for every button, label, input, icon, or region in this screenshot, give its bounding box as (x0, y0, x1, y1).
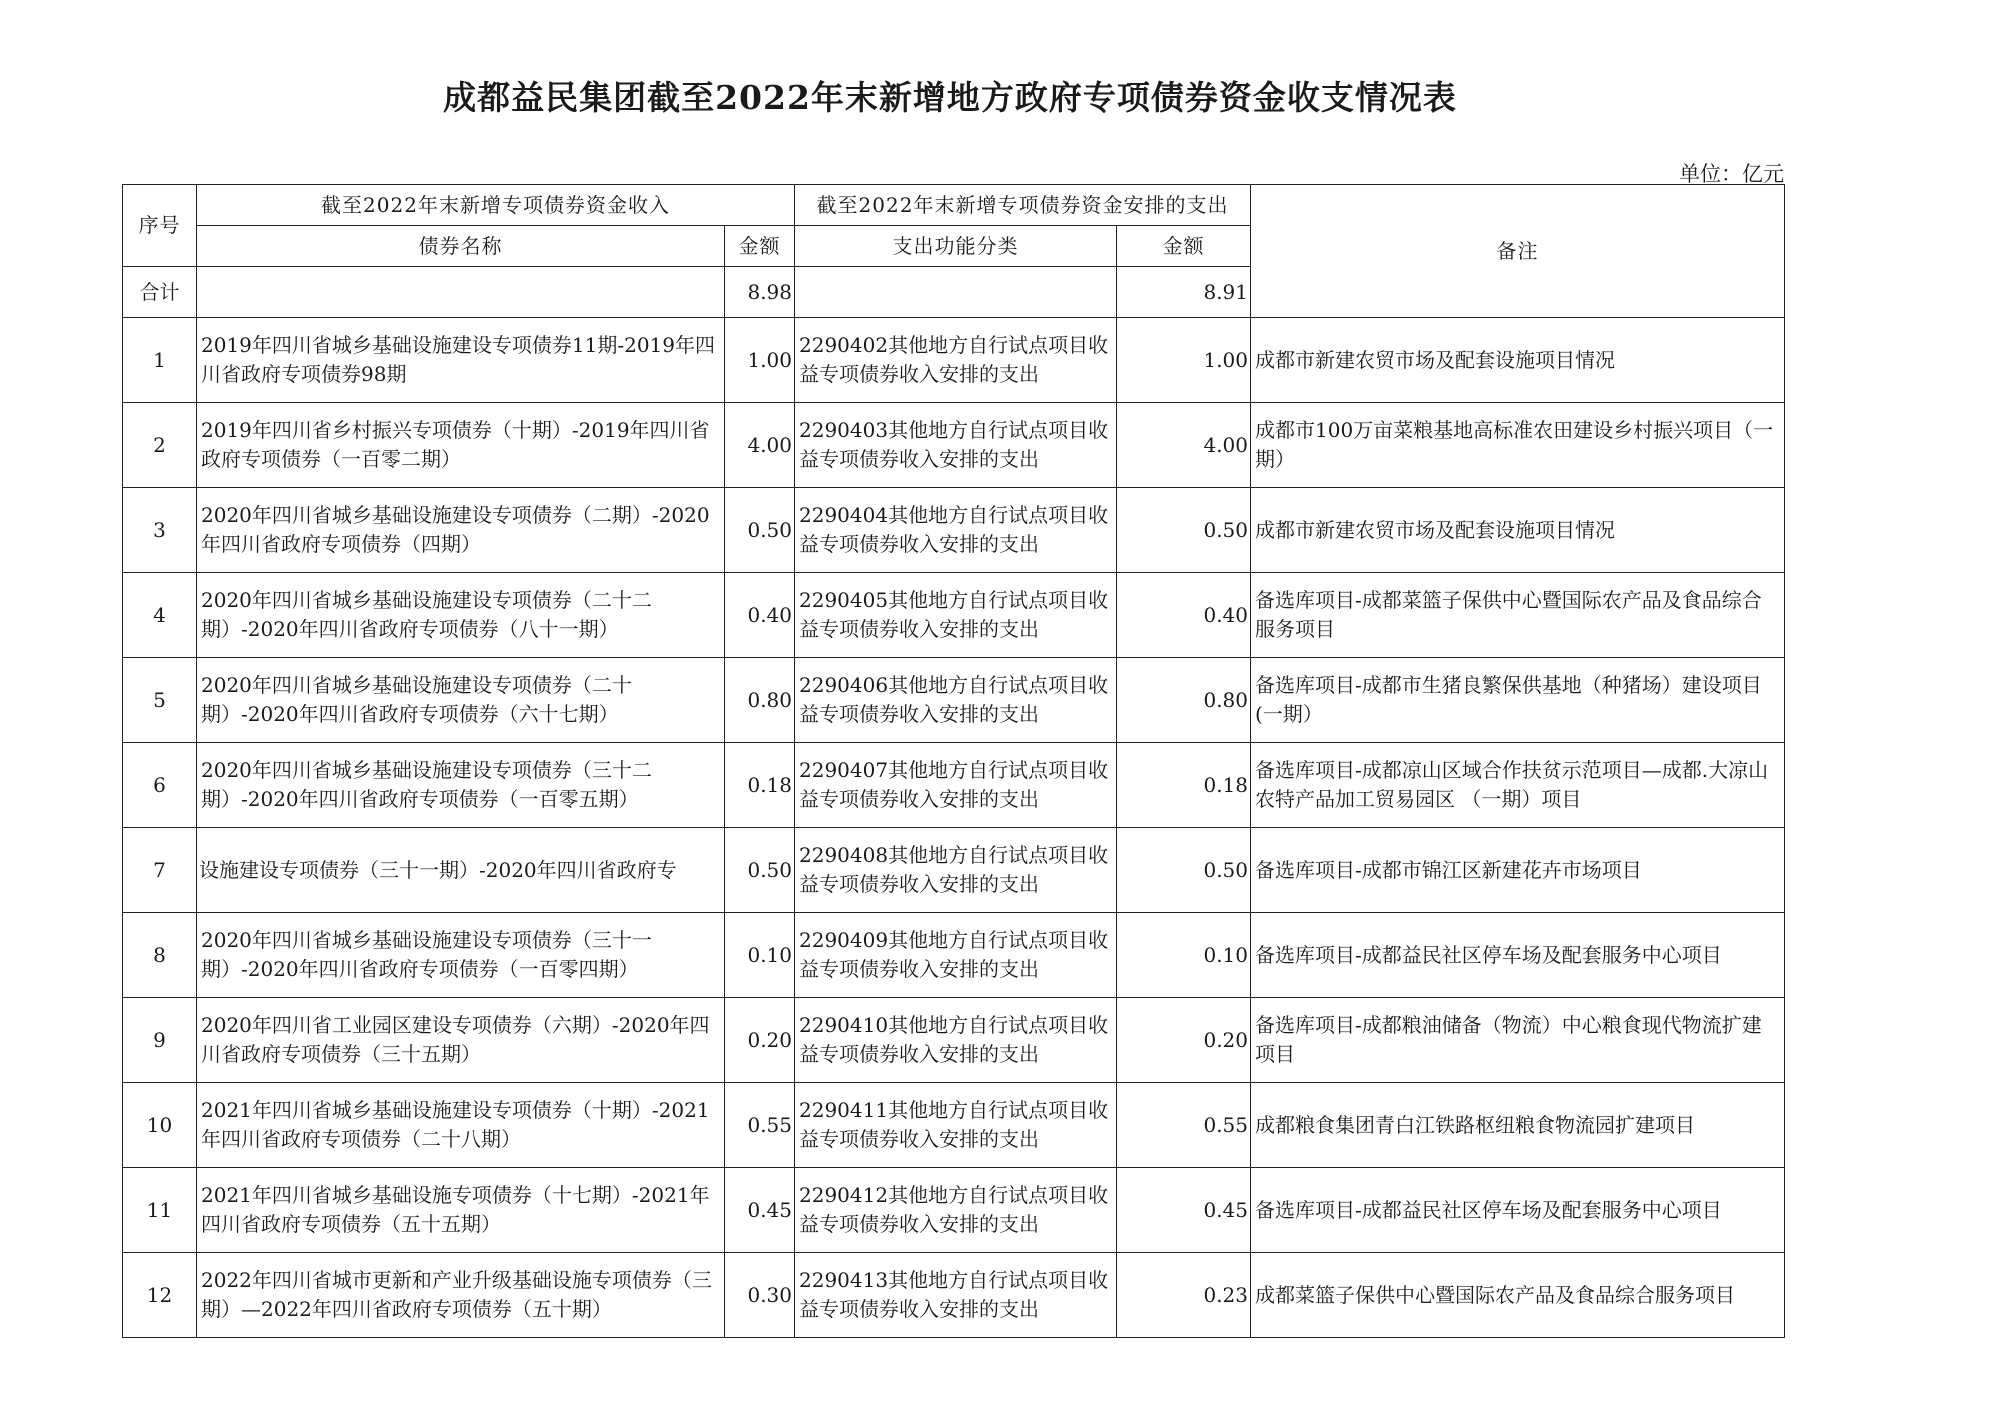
row-expense-amount: 4.00 (1117, 403, 1251, 488)
table-row (123, 913, 1785, 998)
row-function-class: 2290411其他地方自行试点项目收益专项债券收入安排的支出 (795, 1083, 1117, 1168)
row-function-class: 2290407其他地方自行试点项目收益专项债券收入安排的支出 (795, 743, 1117, 828)
row-income-amount: 0.18 (725, 743, 795, 828)
row-bond-name: 2020年四川省城乡基础设施建设专项债券（二十二期）-2020年四川省政府专项债券（八十一期） (197, 573, 725, 658)
total-expense: 8.91 (1117, 267, 1251, 318)
row-bond-name: 设施建设专项债券（三十一期）-2020年四川省政府专 (197, 828, 725, 913)
row-income-amount: 0.55 (725, 1083, 795, 1168)
row-income-amount: 0.50 (725, 828, 795, 913)
row-bond-name: 2020年四川省城乡基础设施建设专项债券（二期）-2020年四川省政府专项债券（四期） (197, 488, 725, 573)
row-bond-name: 2022年四川省城市更新和产业升级基础设施专项债券（三期）—2022年四川省政府专项债券（五十期） (197, 1253, 725, 1338)
row-seq: 1 (123, 318, 197, 403)
row-function-class: 2290404其他地方自行试点项目收益专项债券收入安排的支出 (795, 488, 1117, 573)
row-income-amount: 0.45 (725, 1168, 795, 1253)
row-bond-name: 2020年四川省工业园区建设专项债券（六期）-2020年四川省政府专项债券（三十五期） (197, 998, 725, 1083)
row-remark: 成都粮食集团青白江铁路枢纽粮食物流园扩建项目 (1251, 1083, 1785, 1168)
header-seq: 序号 (123, 185, 197, 267)
total-bond-empty (197, 267, 725, 318)
table-row (123, 403, 1785, 488)
table-row (123, 488, 1785, 573)
row-remark: 备选库项目-成都凉山区域合作扶贫示范项目—成都.大凉山农特产品加工贸易园区 （一期）项目 (1251, 743, 1785, 828)
row-function-class: 2290410其他地方自行试点项目收益专项债券收入安排的支出 (795, 998, 1117, 1083)
row-bond-name: 2020年四川省城乡基础设施建设专项债券（二十期）-2020年四川省政府专项债券（六十七期） (197, 658, 725, 743)
table-row (123, 828, 1785, 913)
row-income-amount: 0.80 (725, 658, 795, 743)
row-function-class: 2290405其他地方自行试点项目收益专项债券收入安排的支出 (795, 573, 1117, 658)
row-remark: 备选库项目-成都市生猪良繁保供基地（种猪场）建设项目(一期） (1251, 658, 1785, 743)
row-bond-name: 2019年四川省乡村振兴专项债券（十期）-2019年四川省政府专项债券（一百零二期） (197, 403, 725, 488)
row-expense-amount: 0.10 (1117, 913, 1251, 998)
row-seq: 5 (123, 658, 197, 743)
row-income-amount: 0.20 (725, 998, 795, 1083)
table-row (123, 573, 1785, 658)
row-function-class: 2290408其他地方自行试点项目收益专项债券收入安排的支出 (795, 828, 1117, 913)
row-remark: 成都市新建农贸市场及配套设施项目情况 (1251, 318, 1785, 403)
row-expense-amount: 0.55 (1117, 1083, 1251, 1168)
unit-label: 单位：亿元 (1679, 162, 1784, 186)
row-income-amount: 1.00 (725, 318, 795, 403)
row-function-class: 2290403其他地方自行试点项目收益专项债券收入安排的支出 (795, 403, 1117, 488)
row-function-class: 2290413其他地方自行试点项目收益专项债券收入安排的支出 (795, 1253, 1117, 1338)
row-expense-amount: 0.20 (1117, 998, 1251, 1083)
row-expense-amount: 0.50 (1117, 488, 1251, 573)
bond-table (122, 184, 1785, 1338)
header-expense-group: 截至2022年末新增专项债券资金安排的支出 (795, 185, 1251, 226)
row-seq: 3 (123, 488, 197, 573)
row-seq: 12 (123, 1253, 197, 1338)
row-seq: 7 (123, 828, 197, 913)
header-function-class: 支出功能分类 (795, 226, 1117, 267)
row-seq: 4 (123, 573, 197, 658)
table-row (123, 1083, 1785, 1168)
row-income-amount: 0.30 (725, 1253, 795, 1338)
row-expense-amount: 1.00 (1117, 318, 1251, 403)
row-bond-name: 2021年四川省城乡基础设施建设专项债券（十期）-2021年四川省政府专项债券（二十八期） (197, 1083, 725, 1168)
total-label: 合计 (123, 267, 197, 318)
row-bond-name: 2020年四川省城乡基础设施建设专项债券（三十二期）-2020年四川省政府专项债券（一百零五期） (197, 743, 725, 828)
row-income-amount: 0.40 (725, 573, 795, 658)
row-income-amount: 0.10 (725, 913, 795, 998)
row-remark: 成都市100万亩菜粮基地高标准农田建设乡村振兴项目（一期） (1251, 403, 1785, 488)
row-expense-amount: 0.40 (1117, 573, 1251, 658)
row-function-class: 2290409其他地方自行试点项目收益专项债券收入安排的支出 (795, 913, 1117, 998)
table-row (123, 998, 1785, 1083)
row-seq: 11 (123, 1168, 197, 1253)
header-income-group: 截至2022年末新增专项债券资金收入 (197, 185, 795, 226)
header-bond-name: 债券名称 (197, 226, 725, 267)
total-income: 8.98 (725, 267, 795, 318)
table-row (123, 1253, 1785, 1338)
header-row-1 (123, 185, 1785, 226)
row-function-class: 2290402其他地方自行试点项目收益专项债券收入安排的支出 (795, 318, 1117, 403)
page-title: 成都益民集团截至2022年末新增地方政府专项债券资金收支情况表 (443, 78, 1457, 117)
row-remark: 备选库项目-成都益民社区停车场及配套服务中心项目 (1251, 913, 1785, 998)
row-expense-amount: 0.80 (1117, 658, 1251, 743)
row-expense-amount: 0.23 (1117, 1253, 1251, 1338)
row-remark: 成都菜篮子保供中心暨国际农产品及食品综合服务项目 (1251, 1253, 1785, 1338)
row-remark: 备选库项目-成都益民社区停车场及配套服务中心项目 (1251, 1168, 1785, 1253)
table-row (123, 318, 1785, 403)
table-row (123, 743, 1785, 828)
row-remark: 备选库项目-成都菜篮子保供中心暨国际农产品及食品综合服务项目 (1251, 573, 1785, 658)
row-bond-name: 2021年四川省城乡基础设施专项债券（十七期）-2021年四川省政府专项债券（五十五期） (197, 1168, 725, 1253)
row-seq: 9 (123, 998, 197, 1083)
row-seq: 2 (123, 403, 197, 488)
row-remark: 备选库项目-成都粮油储备（物流）中心粮食现代物流扩建项目 (1251, 998, 1785, 1083)
row-seq: 10 (123, 1083, 197, 1168)
row-income-amount: 0.50 (725, 488, 795, 573)
row-bond-name: 2020年四川省城乡基础设施建设专项债券（三十一期）-2020年四川省政府专项债券（一百零四期） (197, 913, 725, 998)
row-income-amount: 4.00 (725, 403, 795, 488)
row-function-class: 2290412其他地方自行试点项目收益专项债券收入安排的支出 (795, 1168, 1117, 1253)
row-seq: 8 (123, 913, 197, 998)
row-remark: 备选库项目-成都市锦江区新建花卉市场项目 (1251, 828, 1785, 913)
total-function-empty (795, 267, 1117, 318)
row-bond-name: 2019年四川省城乡基础设施建设专项债券11期-2019年四川省政府专项债券98期 (197, 318, 725, 403)
row-expense-amount: 0.45 (1117, 1168, 1251, 1253)
header-income-amount: 金额 (725, 226, 795, 267)
row-function-class: 2290406其他地方自行试点项目收益专项债券收入安排的支出 (795, 658, 1117, 743)
row-expense-amount: 0.50 (1117, 828, 1251, 913)
row-expense-amount: 0.18 (1117, 743, 1251, 828)
header-expense-amount: 金额 (1117, 226, 1251, 267)
row-seq: 6 (123, 743, 197, 828)
table-row (123, 658, 1785, 743)
header-remarks: 备注 (1251, 185, 1785, 318)
row-remark: 成都市新建农贸市场及配套设施项目情况 (1251, 488, 1785, 573)
table-row (123, 1168, 1785, 1253)
